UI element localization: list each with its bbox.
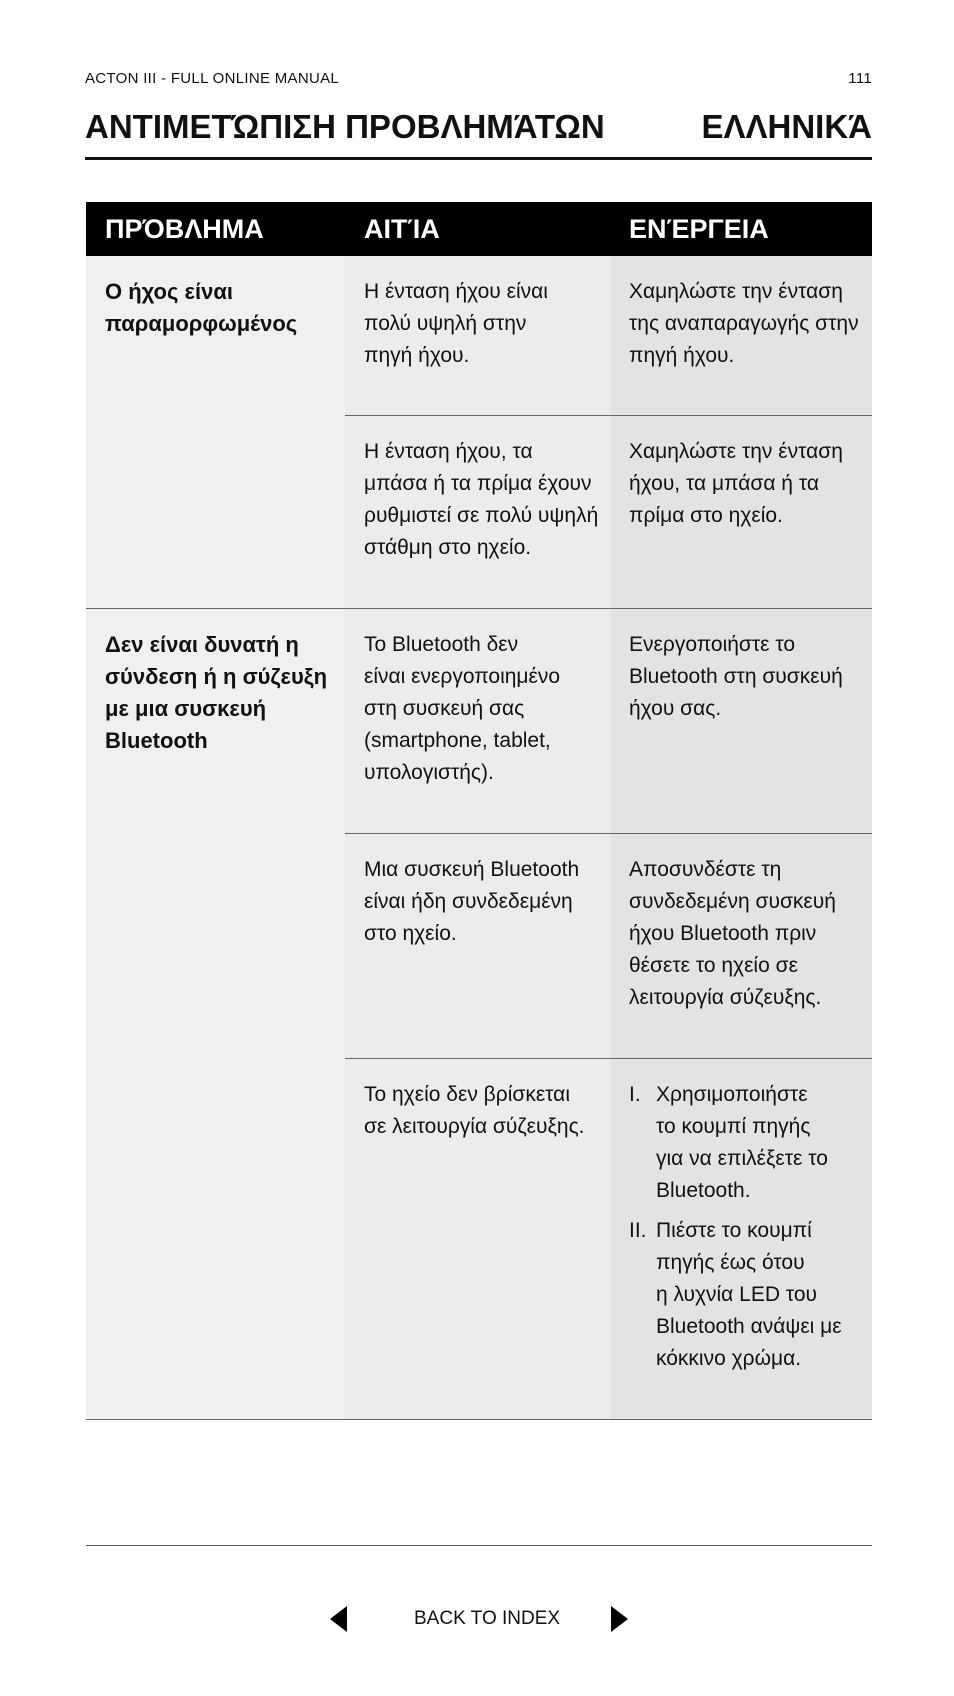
cause-cell: Μια συσκευή Bluetooth είναι ήδη συνδεδεμένη στο ηχείο. [345, 834, 610, 1058]
table-row [345, 256, 872, 415]
table-row-group [86, 256, 872, 609]
page-title-row [85, 108, 872, 146]
list-item: I. Χρησιμοποιήστε το κουμπί πηγής για να επιλέξετε το Bluetooth. [629, 1083, 828, 1202]
action-steps-list [629, 1079, 864, 1375]
action-cell: Χαμηλώστε την ένταση ήχου, τα μπάσα ή τα πρίμα στο ηχείο. [610, 416, 872, 608]
problem-cell: Δεν είναι δυνατή η σύνδεση ή η σύζευξη με μια συσκευή Bluetooth [86, 609, 345, 1419]
table-header [86, 202, 872, 256]
table-row [345, 1058, 872, 1419]
action-cell: Αποσυνδέστε τη συνδεδεμένη συσκευή ήχου Bluetooth πριν θέσετε το ηχείο σε λειτουργία σύζευξης. [610, 834, 872, 1058]
page-number: 111 [848, 70, 872, 87]
table-row [345, 415, 872, 608]
action-cell: Ενεργοποιήστε το Bluetooth στη συσκευή ήχου σας. [610, 609, 872, 833]
list-item: II. Πιέστε το κουμπί πηγής έως ότου η λυχνία LED του Bluetooth ανάψει με κόκκινο χρώμα. [629, 1219, 842, 1370]
table-row-group [86, 609, 872, 1420]
back-to-index-link[interactable]: BACK TO INDEX [414, 1608, 561, 1629]
title-divider [85, 157, 872, 160]
column-header-action: ΕΝΈΡΓΕΙΑ [629, 213, 769, 244]
cause-cell: Η ένταση ήχου είναι πολύ υψηλή στην πηγή ήχου. [345, 256, 610, 415]
table-row [345, 609, 872, 833]
cause-cell: Η ένταση ήχου, τα μπάσα ή τα πρίμα έχουν ρυθμιστεί σε πολύ υψηλή στάθμη στο ηχείο. [345, 416, 610, 608]
cause-cell: Το ηχείο δεν βρίσκεται σε λειτουργία σύζευξης. [345, 1059, 610, 1419]
action-cell [610, 1059, 872, 1419]
previous-page-icon[interactable] [330, 1606, 347, 1632]
manual-name: ACTON III - FULL ONLINE MANUAL [85, 70, 340, 87]
page-meta [85, 70, 872, 87]
troubleshooting-table [86, 202, 872, 1420]
column-header-cause: ΑΙΤΊΑ [364, 213, 440, 244]
next-page-icon[interactable] [611, 1606, 628, 1632]
footer-navigation [0, 1598, 954, 1638]
problem-cell: Ο ήχος είναι παραμορφωμένος [86, 256, 345, 608]
cause-cell: Το Bluetooth δεν είναι ενεργοποιημένο στη συσκευή σας (smartphone, tablet, υπολογιστής). [345, 609, 610, 833]
action-cell: Χαμηλώστε την ένταση της αναπαραγωγής στην πηγή ήχου. [610, 256, 872, 415]
table-row [345, 833, 872, 1058]
footer-divider [86, 1545, 872, 1546]
column-header-problem: ΠΡΌΒΛΗΜΑ [105, 213, 264, 244]
language-label: ΕΛΛΗΝΙΚΆ [701, 108, 872, 145]
page-title: ΑΝΤΙΜΕΤΏΠΙΣΗ ΠΡΟΒΛΗΜΆΤΩΝ [85, 108, 605, 145]
